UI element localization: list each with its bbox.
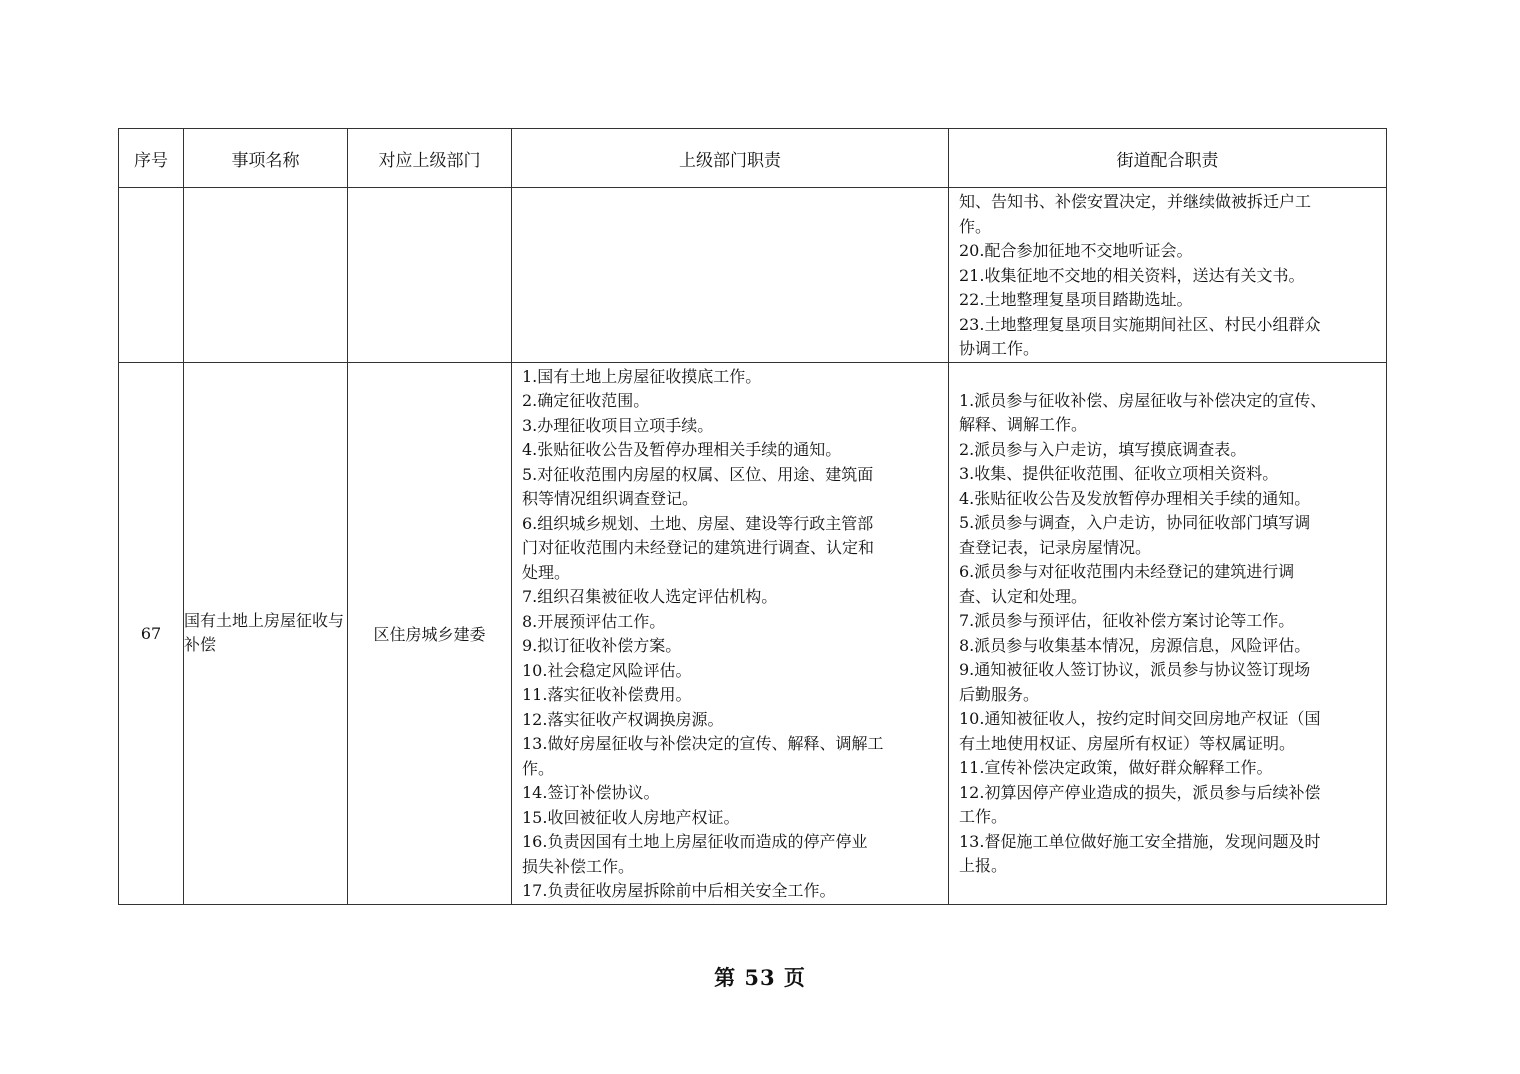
duty-line: 有土地使用权证、房屋所有权证）等权属证明。 bbox=[959, 733, 1296, 753]
header-item-name: 事项名称 bbox=[184, 129, 348, 188]
duty-line: 17.负责征收房屋拆除前中后相关安全工作。 bbox=[522, 881, 836, 900]
duty-line: 协调工作。 bbox=[959, 339, 1040, 358]
duty-line: 6.派员参与对征收范围内未经登记的建筑进行调 bbox=[959, 562, 1295, 581]
duty-line: 查登记表，记录房屋情况。 bbox=[959, 537, 1152, 557]
dept-duty-list bbox=[512, 363, 948, 904]
duty-line: 10.通知被征收人，按约定时间交回房地产权证（国 bbox=[959, 709, 1321, 728]
page-number: 第 53 页 bbox=[714, 965, 806, 990]
duty-line: 6.组织城乡规划、土地、房屋、建设等行政主管部 bbox=[522, 513, 874, 533]
duty-line: 后勤服务。 bbox=[959, 684, 1040, 704]
duty-line: 1.派员参与征收补偿、房屋征收与补偿决定的宣传、 bbox=[959, 390, 1327, 410]
duty-line: 作。 bbox=[522, 758, 555, 778]
cell-empty-dept-duties bbox=[512, 188, 949, 363]
duty-line: 4.张贴征收公告及暂停办理相关手续的通知。 bbox=[522, 440, 842, 459]
duty-line: 16.负责因国有土地上房屋征收而造成的停产停业 bbox=[522, 832, 868, 851]
duties-table bbox=[118, 128, 1387, 905]
duty-line: 9.通知被征收人签订协议，派员参与协议签订现场 bbox=[959, 660, 1311, 679]
duty-line: 13.做好房屋征收与补偿决定的宣传、解释、调解工 bbox=[522, 734, 884, 753]
row-item-name: 国有土地上房屋征收与补偿 bbox=[184, 362, 348, 904]
duty-line: 20.配合参加征地不交地听证会。 bbox=[959, 241, 1193, 260]
duty-line: 5.对征收范围内房屋的权属、区位、用途、建筑面 bbox=[522, 464, 874, 484]
duty-line: 10.社会稳定风险评估。 bbox=[522, 660, 692, 680]
duty-line: 3.收集、提供征收范围、征收立项相关资料。 bbox=[959, 464, 1279, 483]
duty-line: 积等情况组织调查登记。 bbox=[522, 489, 699, 508]
duty-line: 23.土地整理复垦项目实施期间社区、村民小组群众 bbox=[959, 314, 1321, 334]
cell-continuation-street-duties bbox=[949, 188, 1387, 363]
duty-line: 作。 bbox=[959, 216, 992, 236]
duty-line: 1.国有土地上房屋征收摸底工作。 bbox=[522, 366, 762, 386]
duty-line: 15.收回被征收人房地产权证。 bbox=[522, 807, 740, 827]
duty-line: 知、告知书、补偿安置决定，并继续做被拆迁户工 bbox=[959, 192, 1312, 211]
table-row-continuation bbox=[119, 188, 1387, 363]
duty-line: 11.落实征收补偿费用。 bbox=[522, 685, 692, 704]
duty-line: 12.初算因停产停业造成的损失，派员参与后续补偿 bbox=[959, 782, 1321, 802]
street-duty-list bbox=[949, 363, 1386, 879]
duty-line: 解释、调解工作。 bbox=[959, 415, 1088, 434]
duty-line: 22.土地整理复垦项目踏勘选址。 bbox=[959, 290, 1193, 309]
row-dept-duties bbox=[512, 362, 949, 904]
table-row bbox=[119, 362, 1387, 904]
duty-line: 14.签订补偿协议。 bbox=[522, 783, 660, 802]
duty-line: 3.办理征收项目立项手续。 bbox=[522, 415, 714, 435]
duty-line: 12.落实征收产权调换房源。 bbox=[522, 709, 724, 729]
duty-line: 11.宣传补偿决定政策，做好群众解释工作。 bbox=[959, 758, 1273, 777]
duty-line: 2.确定征收范围。 bbox=[522, 391, 650, 410]
duty-line: 21.收集征地不交地的相关资料，送达有关文书。 bbox=[959, 265, 1305, 285]
duty-line: 4.张贴征收公告及发放暂停办理相关手续的通知。 bbox=[959, 488, 1311, 508]
duty-line: 8.开展预评估工作。 bbox=[522, 611, 666, 631]
header-number: 序号 bbox=[119, 129, 184, 188]
duty-line: 查、认定和处理。 bbox=[959, 586, 1088, 606]
cell-empty-number bbox=[119, 188, 184, 363]
row-street-duties bbox=[949, 362, 1387, 904]
row-number: 67 bbox=[119, 362, 184, 904]
duty-line: 7.组织召集被征收人选定评估机构。 bbox=[522, 587, 778, 606]
duty-line: 2.派员参与入户走访，填写摸底调查表。 bbox=[959, 439, 1247, 459]
duty-line: 损失补偿工作。 bbox=[522, 856, 635, 876]
duty-line: 上报。 bbox=[959, 856, 1008, 875]
cell-empty-department bbox=[348, 188, 512, 363]
duty-line: 9.拟订征收补偿方案。 bbox=[522, 636, 682, 655]
header-street-duties: 街道配合职责 bbox=[949, 129, 1387, 188]
duty-line: 门对征收范围内未经登记的建筑进行调查、认定和 bbox=[522, 538, 875, 557]
header-department: 对应上级部门 bbox=[348, 129, 512, 188]
duty-line: 工作。 bbox=[959, 807, 1008, 826]
row-department: 区住房城乡建委 bbox=[348, 362, 512, 904]
continuation-street-duty-list bbox=[949, 188, 1386, 362]
header-dept-duties: 上级部门职责 bbox=[512, 129, 949, 188]
duty-line: 13.督促施工单位做好施工安全措施，发现问题及时 bbox=[959, 831, 1321, 851]
duty-line: 7.派员参与预评估，征收补偿方案讨论等工作。 bbox=[959, 611, 1295, 630]
duty-line: 8.派员参与收集基本情况，房源信息，风险评估。 bbox=[959, 635, 1311, 655]
cell-empty-name bbox=[184, 188, 348, 363]
table-header-row bbox=[119, 129, 1387, 188]
duty-line: 5.派员参与调查，入户走访，协同征收部门填写调 bbox=[959, 513, 1311, 532]
duty-line: 处理。 bbox=[522, 562, 571, 582]
